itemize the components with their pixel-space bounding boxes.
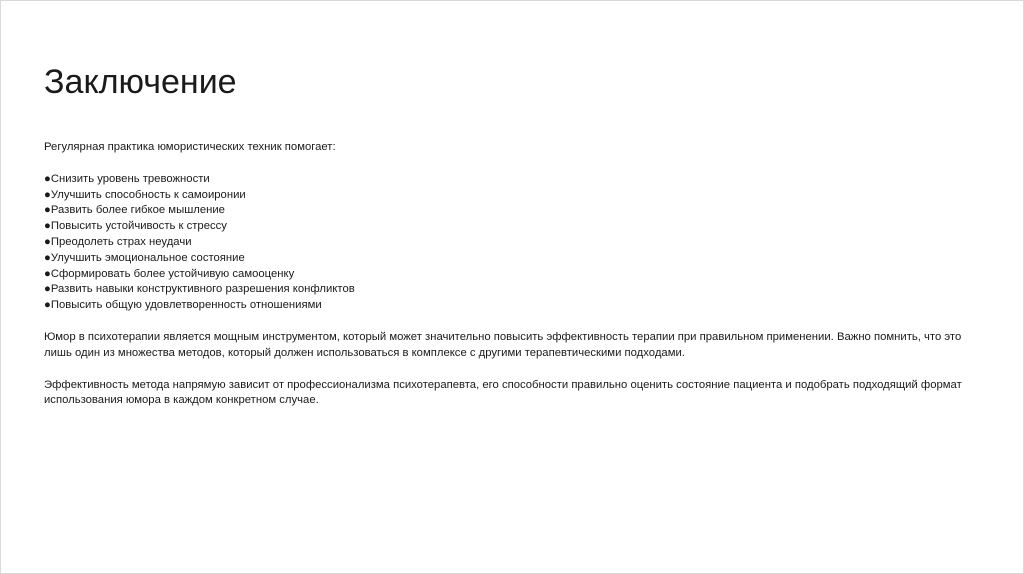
list-item: ●Преодолеть страх неудачи — [44, 235, 192, 248]
list-item: ●Сформировать более устойчивую самооценку — [44, 267, 295, 280]
slide-content — [44, 140, 984, 425]
list-item: ●Снизить уровень тревожности — [44, 172, 210, 185]
slide-title: Заключение — [44, 63, 237, 101]
list-item: ●Улучшить эмоциональное состояние — [44, 251, 245, 264]
benefits-list — [44, 172, 984, 314]
list-item: ●Развить навыки конструктивного разрешения конфликтов — [44, 283, 355, 296]
intro-text: Регулярная практика юмористических техник помогает: — [44, 141, 336, 153]
list-item: ●Повысить общую удовлетворенность отношениями — [44, 299, 322, 312]
effectiveness-paragraph: Эффективность метода напрямую зависит от профессионализма психотерапевта, его способности правильно оценить состояние пациента и подобрать подходящий формат использования юмора в каждом конкретном случае. — [44, 378, 962, 407]
conclusion-paragraph: Юмор в психотерапии является мощным инструментом, который может значительно повысить эффективность терапии при правильном применении. Важно помнить, что это лишь один из множества методов, который должен использоваться в комплексе с другими терапевтическими подходами. — [44, 330, 962, 359]
list-item: ●Развить более гибкое мышление — [44, 204, 225, 217]
list-item: ●Улучшить способность к самоиронии — [44, 188, 246, 201]
list-item: ●Повысить устойчивость к стрессу — [44, 220, 227, 233]
